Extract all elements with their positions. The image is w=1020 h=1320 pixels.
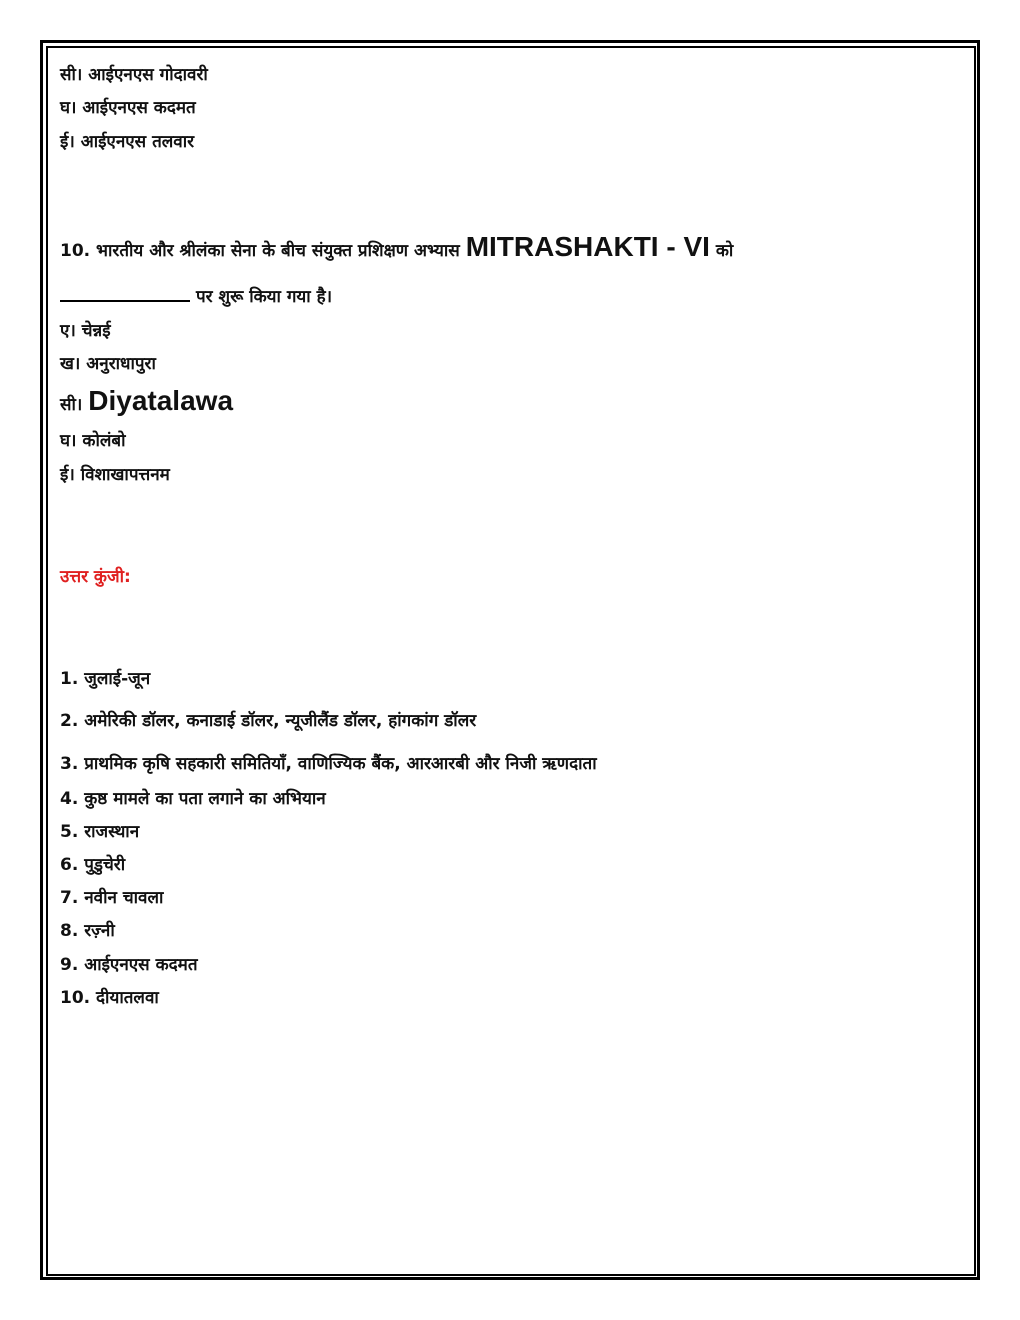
- answer-1: 1. जुलाई-जून: [60, 669, 151, 689]
- q10-option-c: [60, 385, 234, 416]
- exercise-name: MITRASHAKTI - VI: [465, 231, 710, 262]
- question-10-text-before: 10. भारतीय और श्रीलंका सेना के बीच संयुक्त प्रशिक्षण अभ्यास: [60, 241, 466, 261]
- answer-6: 6. पुडुचेरी: [60, 855, 126, 875]
- prev-option-c: सी। आईएनएस गोदावरी: [60, 65, 208, 85]
- q10-option-d: घ। कोलंबो: [60, 431, 126, 451]
- prev-option-d: घ। आईएनएस कदमत: [60, 98, 196, 118]
- question-10-line1: [60, 231, 734, 262]
- question-10-text-after: को: [709, 241, 734, 261]
- answer-2: 2. अमेरिकी डॉलर, कनाडाई डॉलर, न्यूजीलैंड डॉलर, हांगकांग डॉलर: [60, 711, 477, 731]
- answer-8: 8. रज़्नी: [60, 921, 115, 941]
- q10-option-c-prefix: सी।: [60, 395, 89, 415]
- question-10-line2: [60, 286, 332, 308]
- answer-4: 4. कुष्ठ मामले का पता लगाने का अभियान: [60, 789, 326, 809]
- prev-option-e: ई। आईएनएस तलवार: [60, 132, 195, 152]
- question-10-line2-text: पर शुरू किया गया है।: [196, 287, 333, 307]
- answer-7: 7. नवीन चावला: [60, 888, 164, 908]
- answer-10: 10. दीयातलवा: [60, 988, 159, 1008]
- answer-3: 3. प्राथमिक कृषि सहकारी समितियाँ, वाणिज्यिक बैंक, आरआरबी और निजी ऋणदाता: [60, 754, 597, 774]
- answer-key-heading: उत्तर कुंजी:: [60, 567, 131, 587]
- q10-option-a: ए। चेन्नई: [60, 321, 111, 341]
- q10-option-c-name: Diyatalawa: [88, 385, 234, 416]
- answer-9: 9. आईएनएस कदमत: [60, 955, 198, 975]
- q10-option-e: ई। विशाखापत्तनम: [60, 465, 170, 485]
- fill-in-blank: [60, 286, 190, 302]
- answer-5: 5. राजस्थान: [60, 822, 140, 842]
- q10-option-b: ख। अनुराधापुरा: [60, 354, 156, 374]
